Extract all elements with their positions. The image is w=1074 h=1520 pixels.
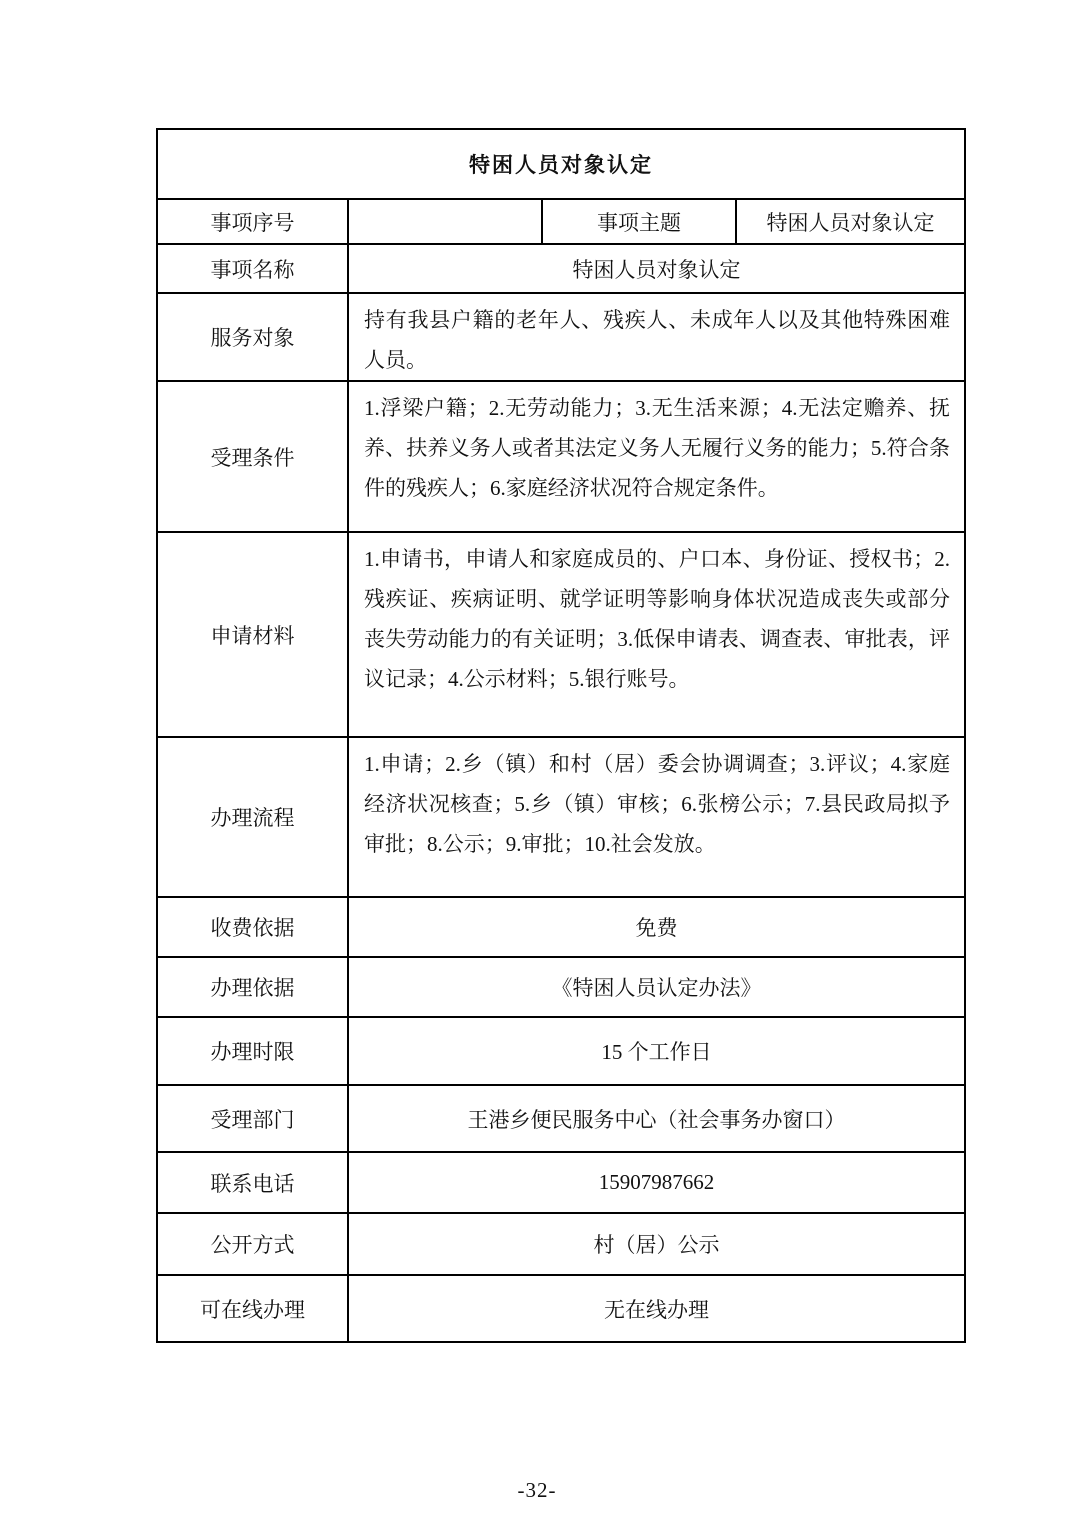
row-value-process-flow: 1.申请；2.乡（镇）和村（居）委会协调调查；3.评议；4.家庭经济状况核查；5.乡（镇）审核；6.张榜公示；7.县民政局拟予审批；8.公示；9.审批；10.社会发放。 [348, 737, 965, 897]
row-value-accepting-department: 王港乡便民服务中心（社会事务办窗口） [348, 1085, 965, 1152]
row-value-time-limit: 15 个工作日 [348, 1017, 965, 1085]
row-label-handling-basis: 办理依据 [157, 957, 348, 1017]
row-value-item-topic: 特困人员对象认定 [736, 199, 965, 244]
row-value-handling-basis: 《特困人员认定办法》 [348, 957, 965, 1017]
table-row [157, 737, 965, 897]
row-label-online-handling: 可在线办理 [157, 1275, 348, 1342]
row-label-contact-phone: 联系电话 [157, 1152, 348, 1213]
row-label-fee-basis: 收费依据 [157, 897, 348, 957]
row-value-item-name: 特困人员对象认定 [348, 244, 965, 293]
row-value-fee-basis: 免费 [348, 897, 965, 957]
table-row [157, 244, 965, 293]
row-value-online-handling: 无在线办理 [348, 1275, 965, 1342]
row-value-disclosure-method: 村（居）公示 [348, 1213, 965, 1275]
table-row [157, 381, 965, 532]
table-title: 特困人员对象认定 [157, 129, 965, 199]
row-label-item-name: 事项名称 [157, 244, 348, 293]
row-value-item-number [348, 199, 542, 244]
table-row [157, 1085, 965, 1152]
row-value-acceptance-conditions: 1.浮梁户籍；2.无劳动能力；3.无生活来源；4.无法定赡养、抚养、扶养义务人或者其法定义务人无履行义务的能力；5.符合条件的残疾人；6.家庭经济状况符合规定条件。 [348, 381, 965, 532]
table-row [157, 897, 965, 957]
row-label-acceptance-conditions: 受理条件 [157, 381, 348, 532]
row-label-item-topic: 事项主题 [542, 199, 736, 244]
table-row [157, 1152, 965, 1213]
row-value-service-target: 持有我县户籍的老年人、残疾人、未成年人以及其他特殊困难人员。 [348, 293, 965, 381]
page-number: -32- [517, 1478, 557, 1502]
row-value-application-materials: 1.申请书，申请人和家庭成员的、户口本、身份证、授权书；2.残疾证、疾病证明、就学证明等影响身体状况造成丧失或部分丧失劳动能力的有关证明；3.低保申请表、调查表、审批表，评议记录；4.公示材料；5.银行账号。 [348, 532, 965, 737]
table-row [157, 293, 965, 381]
row-label-item-number: 事项序号 [157, 199, 348, 244]
row-label-process-flow: 办理流程 [157, 737, 348, 897]
service-item-table [156, 128, 966, 1343]
row-label-service-target: 服务对象 [157, 293, 348, 381]
table-row [157, 957, 965, 1017]
row-label-time-limit: 办理时限 [157, 1017, 348, 1085]
row-label-application-materials: 申请材料 [157, 532, 348, 737]
table-row [157, 1017, 965, 1085]
table-row [157, 1275, 965, 1342]
row-value-contact-phone: 15907987662 [348, 1152, 965, 1213]
row-label-accepting-department: 受理部门 [157, 1085, 348, 1152]
row-label-disclosure-method: 公开方式 [157, 1213, 348, 1275]
table-row [157, 532, 965, 737]
table-row [157, 1213, 965, 1275]
